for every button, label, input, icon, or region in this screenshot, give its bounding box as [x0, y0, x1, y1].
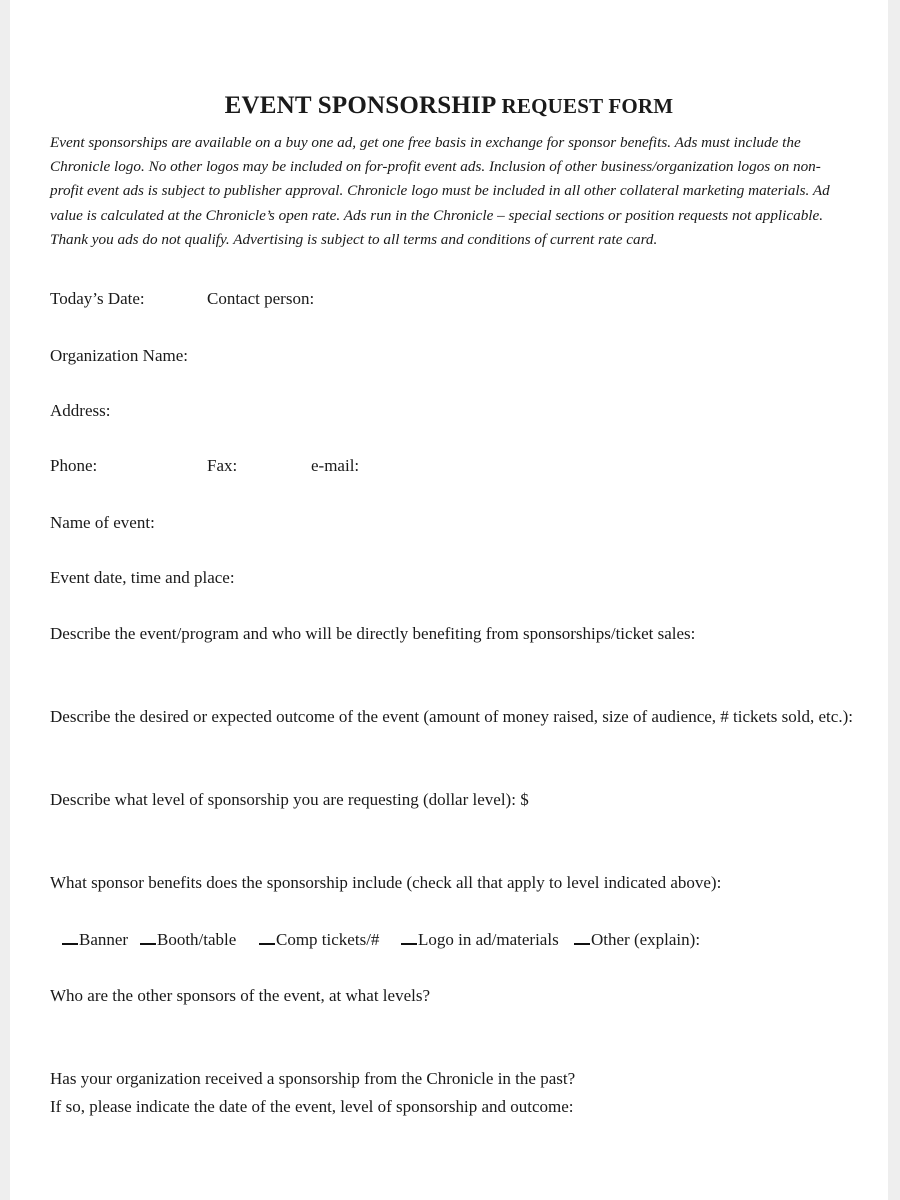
benefit-option-logo[interactable]: [401, 930, 559, 950]
benefit-label: Booth/table: [157, 930, 237, 949]
past-sponsorship-label: Has your organization received a sponsorship from the Chronicle in the past?: [50, 1069, 576, 1088]
organization-name-label: Organization Name:: [50, 346, 189, 365]
benefit-option-banner[interactable]: [62, 930, 128, 950]
phone-label: Phone:: [50, 456, 98, 475]
benefits-question-label: What sponsor benefits does the sponsorship include (check all that apply to level indicated above):: [50, 873, 722, 892]
form-title: [10, 92, 888, 120]
address-label: Address:: [50, 401, 111, 420]
benefit-option-booth[interactable]: [140, 930, 236, 950]
event-date-place-label: Event date, time and place:: [50, 568, 235, 587]
benefit-label: Comp tickets/#: [276, 930, 380, 949]
checkbox-blank[interactable]: [401, 943, 417, 945]
email-label: e-mail:: [311, 456, 360, 475]
fax-label: Fax:: [207, 456, 238, 475]
event-name-label: Name of event:: [50, 513, 155, 532]
describe-event-label: Describe the event/program and who will be directly benefiting from sponsorships/ticket sales:: [50, 624, 696, 643]
sponsorship-level-label: Describe what level of sponsorship you are requesting (dollar level): $: [50, 790, 529, 809]
form-title-rest: REQUEST FORM: [501, 94, 674, 118]
benefit-option-other[interactable]: [574, 930, 700, 950]
form-page: [10, 0, 888, 1200]
benefit-option-comp-tickets[interactable]: [259, 930, 379, 950]
benefit-label: Other (explain):: [591, 930, 701, 949]
intro-paragraph: Event sponsorships are available on a buy one ad, get one free basis in exchange for sponsor benefits. Ads must include the Chronicle logo. No other logos may be included on for-profit event ads. Inclusion of other business/organization logos on non-profit event ads is subject to publisher approval. Chronicle logo must be included in all other collateral marketing materials. Ad value is calculated at the Chronicle’s open rate. Ads run in the Chronicle – special sections or position requests not applicable. Thank you ads do not qualify. Advertising is subject to all terms and conditions of current rate card.: [50, 134, 830, 248]
checkbox-blank[interactable]: [259, 943, 275, 945]
checkbox-blank[interactable]: [140, 943, 156, 945]
describe-outcome-label: Describe the desired or expected outcome of the event (amount of money raised, size of audience, # tickets sold, etc.):: [50, 707, 853, 726]
past-details-label: If so, please indicate the date of the event, level of sponsorship and outcome:: [50, 1097, 574, 1116]
contact-person-label: Contact person:: [207, 289, 315, 308]
other-sponsors-label: Who are the other sponsors of the event, at what levels?: [50, 986, 431, 1005]
form-title-main: EVENT SPONSORSHIP: [224, 92, 496, 119]
checkbox-blank[interactable]: [574, 943, 590, 945]
checkbox-blank[interactable]: [62, 943, 78, 945]
todays-date-label: Today’s Date:: [50, 289, 145, 308]
benefit-label: Logo in ad/materials: [418, 930, 559, 949]
benefit-label: Banner: [79, 930, 129, 949]
